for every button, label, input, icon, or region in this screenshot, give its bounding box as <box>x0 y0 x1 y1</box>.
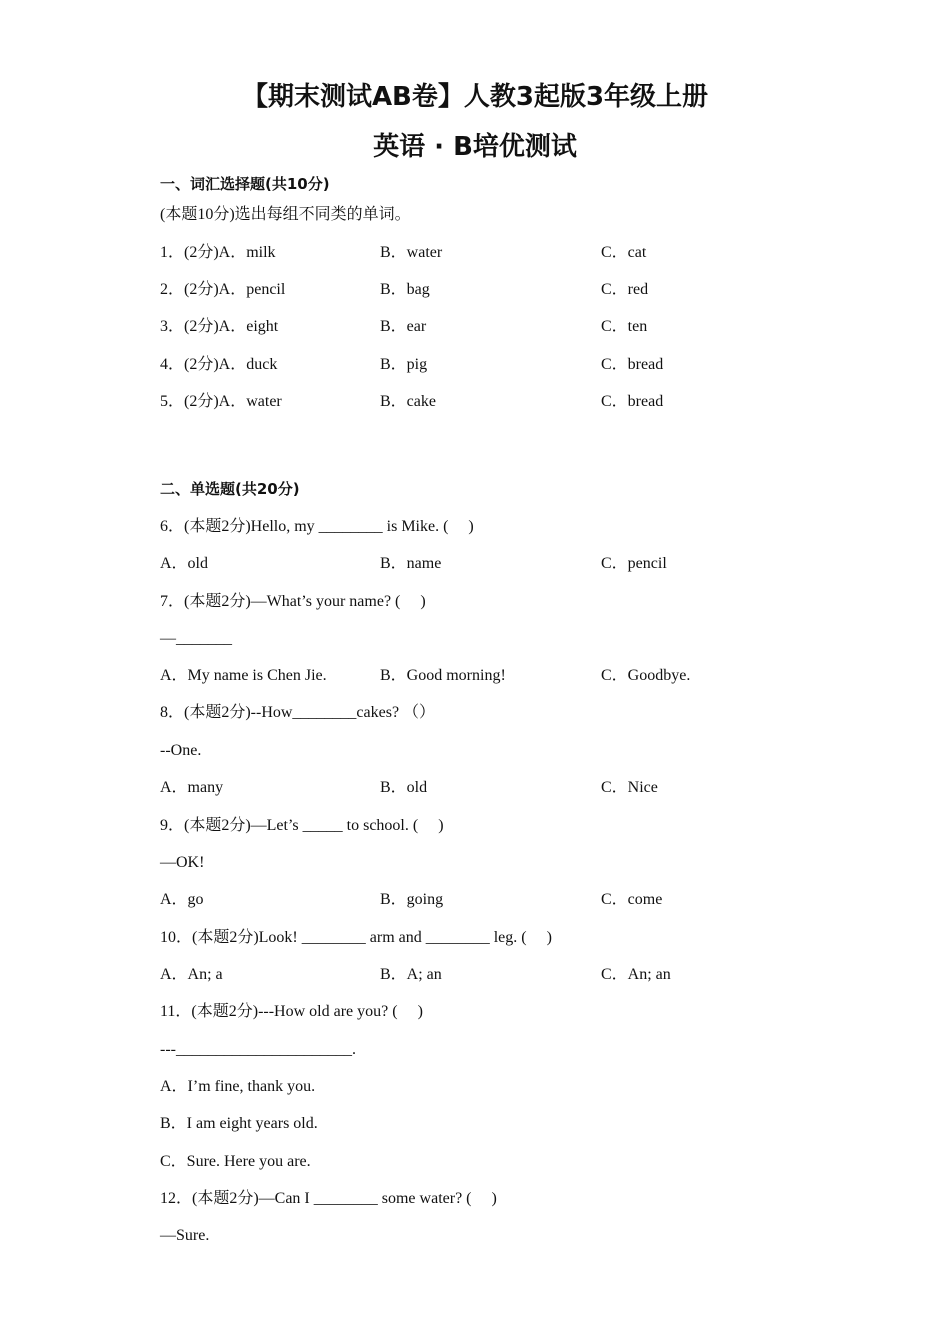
option-a: 4．(2分)A．duck <box>160 356 278 373</box>
option-a: A．many <box>160 779 224 796</box>
option-b: B．A; an <box>380 966 442 983</box>
section1-instruction: (本题10分)选出每组不同类的单词。 <box>160 206 411 223</box>
option-b: B．I am eight years old. <box>160 1115 318 1132</box>
question-stem: 12．(本题2分)—Can I ________ some water? ( ) <box>160 1190 497 1207</box>
section2-heading: 二、单选题(共20分) <box>160 480 300 498</box>
option-b: B．old <box>380 779 428 796</box>
question-row <box>160 317 860 337</box>
dialogue-reply: —OK! <box>160 854 205 871</box>
option-c: C．bread <box>601 393 664 410</box>
exam-subtitle: 英语 · B培优测试 <box>373 132 577 162</box>
option-b: B．water <box>380 244 443 261</box>
option-c: C．come <box>601 891 663 908</box>
option-a: A．old <box>160 555 209 572</box>
option-c: C．red <box>601 281 649 298</box>
option-a: A．My name is Chen Jie. <box>160 667 327 684</box>
question-stem: 10．(本题2分)Look! ________ arm and ________ leg. ( ) <box>160 929 552 946</box>
option-b: B．Good morning! <box>380 667 506 684</box>
dialogue-reply: —_______ <box>160 630 232 647</box>
question-row <box>160 243 860 263</box>
option-a: A．I’m fine, thank you. <box>160 1078 316 1095</box>
option-c: C．Goodbye. <box>601 667 691 684</box>
option-b: B．cake <box>380 393 436 410</box>
option-a: 1．(2分)A．milk <box>160 244 276 261</box>
dialogue-reply: —Sure. <box>160 1227 210 1244</box>
option-c: C．Nice <box>601 779 658 796</box>
option-c: C．cat <box>601 244 647 261</box>
option-a: A．go <box>160 891 204 908</box>
dialogue-reply: ---______________________. <box>160 1041 356 1058</box>
option-c: C．An; an <box>601 966 671 983</box>
option-a: 3．(2分)A．eight <box>160 318 279 335</box>
dialogue-reply: --One. <box>160 742 202 759</box>
question-stem: 8．(本题2分)--How________cakes? （） <box>160 704 436 721</box>
section1-heading: 一、词汇选择题(共10分) <box>160 175 330 193</box>
exam-title: 【期末测试AB卷】人教3起版3年级上册 <box>241 82 709 112</box>
options-row <box>160 965 860 985</box>
option-c: C．Sure. Here you are. <box>160 1153 311 1170</box>
options-row <box>160 890 860 910</box>
option-b: B．pig <box>380 356 428 373</box>
options-row <box>160 554 860 574</box>
options-row <box>160 778 860 798</box>
option-a: 5．(2分)A．water <box>160 393 282 410</box>
question-stem: 9．(本题2分)—Let’s _____ to school. ( ) <box>160 817 444 834</box>
question-stem: 6．(本题2分)Hello, my ________ is Mike. ( ) <box>160 518 474 535</box>
question-row <box>160 280 860 300</box>
option-c: C．pencil <box>601 555 667 572</box>
option-c: C．bread <box>601 356 664 373</box>
option-a: A．An; a <box>160 966 223 983</box>
option-b: B．name <box>380 555 442 572</box>
option-b: B．bag <box>380 281 430 298</box>
options-row <box>160 666 860 686</box>
option-b: B．going <box>380 891 444 908</box>
option-a: 2．(2分)A．pencil <box>160 281 286 298</box>
question-stem: 11．(本题2分)---How old are you? ( ) <box>160 1003 423 1020</box>
option-c: C．ten <box>601 318 648 335</box>
option-b: B．ear <box>380 318 427 335</box>
question-row <box>160 392 860 412</box>
question-stem: 7．(本题2分)—What’s your name? ( ) <box>160 593 426 610</box>
question-row <box>160 355 860 375</box>
